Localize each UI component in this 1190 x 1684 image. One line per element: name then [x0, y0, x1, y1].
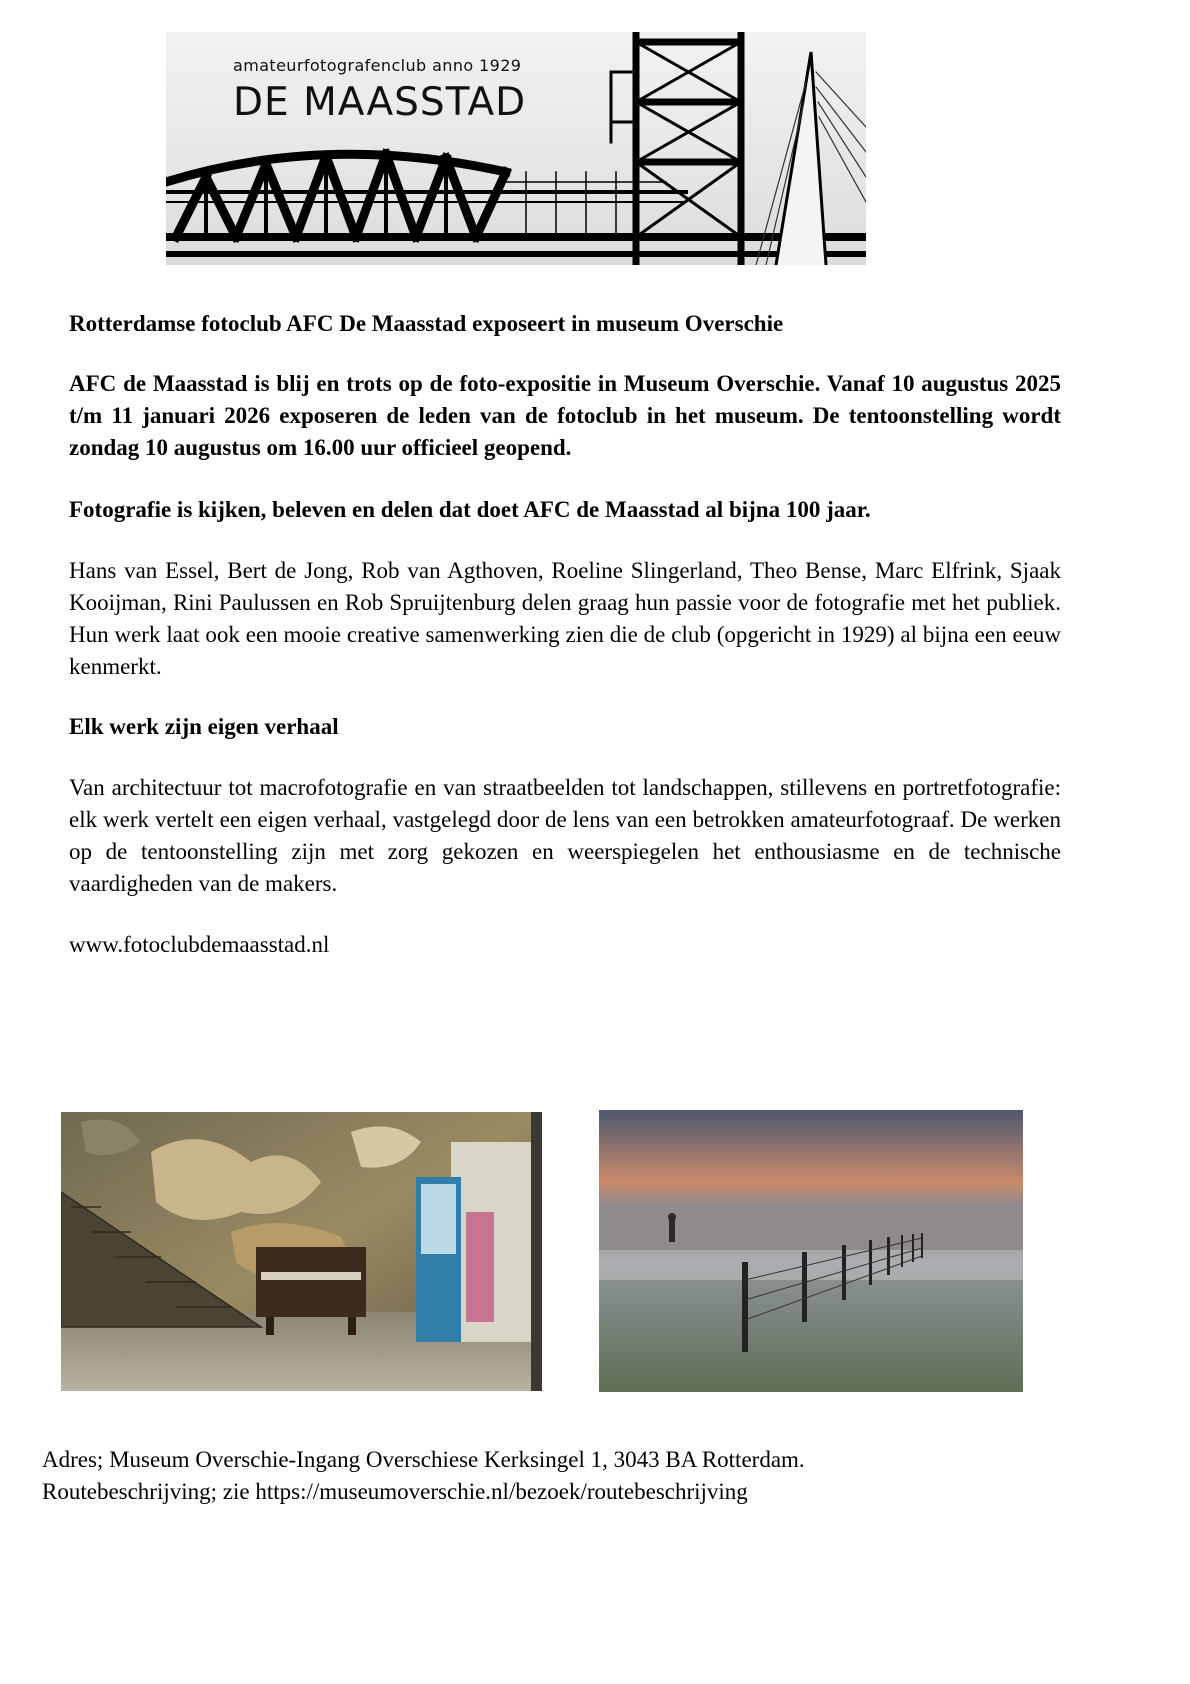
website-link[interactable]: www.fotoclubdemaasstad.nl	[69, 932, 330, 957]
photo-landscape-fence	[599, 1110, 1023, 1392]
article-title: Rotterdamse fotoclub AFC De Maasstad exposeert in museum Overschie	[69, 311, 784, 336]
address-line: Adres; Museum Overschie-Ingang Overschiese Kerksingel 1, 3043 BA Rotterdam.	[42, 1447, 805, 1472]
works-paragraph: Van architectuur tot macrofotografie en van straatbeelden tot landschappen, stillevens en portretfotografie: elk werk vertelt een eigen verhaal, vastgelegd door de lens van een betrokken amateurfotograaf. De werken op de tentoonstelling zijn met zorg gekozen en weerspiegelen het enthousiasme en de technische vaardigheden van de makers.	[69, 775, 1061, 896]
section-heading: Elk werk zijn eigen verhaal	[69, 714, 339, 739]
members-paragraph: Hans van Essel, Bert de Jong, Rob van Agthoven, Roeline Slingerland, Theo Bense, Marc Elfrink, Sjaak Kooijman, Rini Paulussen en Rob Spruijtenburg delen graag hun passie voor de fotografie met het publiek. Hun werk laat ook een mooie creative samenwerking zien die de club (opgericht in 1929) al bijna een eeuw kenmerkt.	[69, 558, 1061, 679]
route-line[interactable]: Routebeschrijving; zie https://museumoverschie.nl/bezoek/routebeschrijving	[42, 1479, 748, 1504]
landscape-fence-image	[599, 1110, 1023, 1392]
club-subtitle: amateurfotografenclub anno 1929	[233, 56, 522, 75]
tagline-paragraph: Fotografie is kijken, beleven en delen dat doet AFC de Maasstad al bijna 100 jaar.	[69, 497, 871, 522]
abandoned-room-image	[61, 1112, 542, 1391]
intro-paragraph: AFC de Maasstad is blij en trots op de foto-expositie in Museum Overschie. Vanaf 10 augustus 2025 t/m 11 januari 2026 exposeren de leden van de fotoclub in het museum. De tentoonstelling wordt zondag 10 augustus om 16.00 uur officieel geopend.	[69, 371, 1061, 460]
photo-abandoned-room	[61, 1112, 542, 1391]
club-name: DE MAASSTAD	[233, 80, 527, 125]
header-banner	[166, 32, 866, 265]
